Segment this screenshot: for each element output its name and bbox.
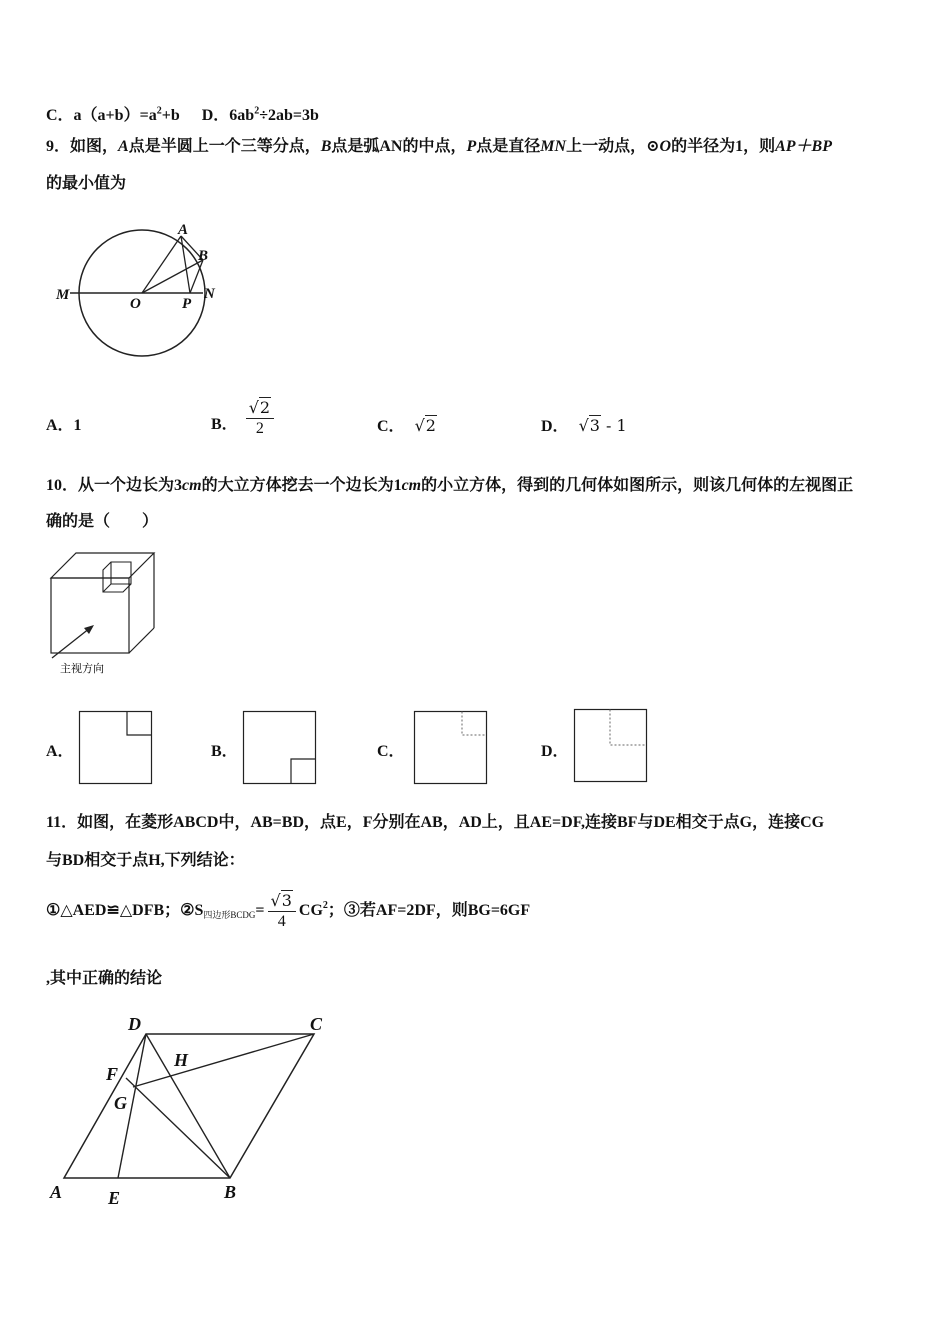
label-a: A	[178, 222, 189, 238]
q10-option-d-view[interactable]	[574, 709, 648, 783]
label-o: O	[130, 296, 141, 312]
segment-ob	[142, 260, 203, 293]
label-c: C	[310, 1014, 323, 1034]
label-f: F	[106, 1064, 119, 1084]
q9-option-b-fraction: $\frac{√2}{2}$	[246, 398, 274, 439]
q11-stem-line-3: ,其中正确的结论	[46, 970, 163, 987]
q10-cube-figure	[46, 548, 176, 678]
q8-option-c: C．$a(a+b)=a^2+b$	[46, 106, 180, 125]
q10-option-a-view[interactable]	[79, 711, 153, 785]
q11-stem-line-1: 11．如图，在菱形ABCD中，AB=BD，点E，F分别在AB，AD上，且AE=DF,连接BF与DE相交于点G，连接CG	[46, 814, 825, 831]
q9-option-c[interactable]: C． √2	[377, 416, 436, 435]
label-e: E	[108, 1188, 121, 1208]
label-d: D	[128, 1014, 141, 1034]
q9-stem-line-1: 9．如图，A点是半圆上一个三等分点，B点是弧AN的中点，P点是直径MN上一动点，⊙O的半径为1，则AP＋BP	[46, 138, 832, 155]
q9-option-b[interactable]: B． $\frac{√2}{2}$	[211, 393, 274, 443]
q10-stem-line-2: 确的是（ ）	[46, 513, 159, 530]
q11-conclusions: ①△AED≌△DFB；②S 四边形BCDG = $\frac{√3}{4}$ CG $^2$ ；③若AF=2DF，则BG=6GF	[46, 890, 531, 930]
label-b: B	[198, 248, 209, 264]
view-arrow-head	[84, 625, 94, 634]
q9-circle-figure	[50, 220, 230, 370]
q10-option-b-view[interactable]	[243, 711, 317, 785]
label-b: B	[224, 1182, 237, 1202]
label-g: G	[114, 1093, 127, 1113]
view-direction-label: 主视方向	[60, 662, 104, 675]
q10-option-a[interactable]: A．	[46, 743, 74, 760]
q9-option-a[interactable]: A．1	[46, 417, 82, 434]
label-h: H	[174, 1050, 189, 1070]
q11-rhombus-figure	[46, 1012, 346, 1212]
q10-option-d[interactable]: D．	[541, 743, 569, 760]
q10-option-c-view[interactable]	[414, 711, 488, 785]
label-a: A	[50, 1182, 63, 1202]
q10-option-b[interactable]: B．	[211, 743, 238, 760]
q9-stem-line-2: 的最小值为	[46, 175, 127, 192]
label-m: M	[56, 287, 70, 303]
q10-option-c[interactable]: C．	[377, 743, 405, 760]
label-p: P	[182, 296, 192, 312]
q10-stem-line-1: 10．从一个边长为3cm的大立方体挖去一个边长为1cm的小立方体，得到的几何体如图所示，则该几何体的左视图正	[46, 477, 854, 494]
q8-option-d: D．$6ab^2\div 2ab=3b$	[201, 106, 319, 125]
segment-oa	[142, 236, 181, 293]
label-n: N	[204, 286, 215, 302]
q11-fraction: $\frac{√3}{4}$	[268, 891, 296, 932]
q11-stem-line-2: 与BD相交于点H,下列结论：	[46, 852, 245, 869]
segment-bf	[126, 1078, 230, 1178]
segment-bp	[190, 260, 203, 293]
q8-options-line	[46, 102, 319, 126]
rhombus-abcd	[64, 1034, 314, 1178]
segment-cg	[133, 1034, 314, 1087]
q9-option-d[interactable]: D． √3 - 1	[541, 416, 627, 435]
